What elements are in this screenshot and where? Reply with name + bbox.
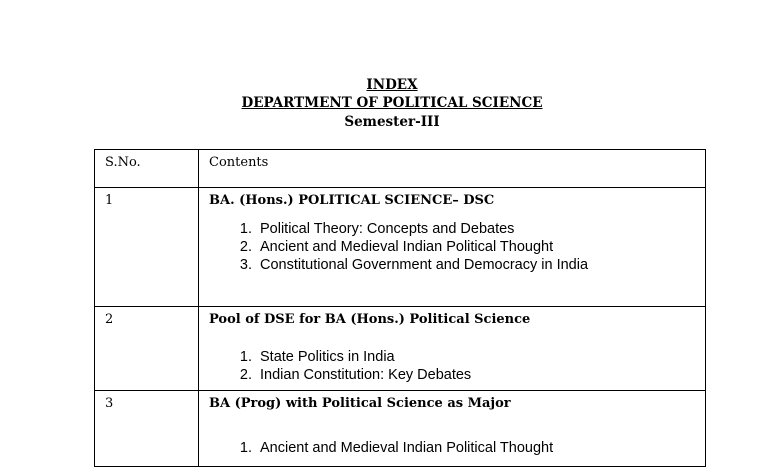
column-header-sno: S.No.: [95, 150, 199, 188]
list-item: 1. State Politics in India: [256, 348, 705, 366]
index-heading: INDEX: [366, 77, 418, 93]
list-item: 2. Ancient and Medieval Indian Political Thought: [256, 238, 705, 256]
row-sno: 3: [95, 391, 199, 467]
row-title: BA (Prog) with Political Science as Major: [209, 396, 511, 411]
list-item: 2. Indian Constitution: Key Debates: [256, 366, 705, 384]
column-header-contents: Contents: [199, 150, 706, 188]
list-item: 3. Constitutional Government and Democracy in India: [256, 256, 705, 274]
row-contents: [199, 307, 706, 391]
row-sno: 2: [95, 307, 199, 391]
table-row: [95, 307, 706, 391]
course-list: [209, 439, 705, 457]
list-item: 1. Ancient and Medieval Indian Political Thought: [256, 439, 705, 457]
row-contents: [199, 391, 706, 467]
table-row: [95, 391, 706, 467]
department-heading: DEPARTMENT OF POLITICAL SCIENCE: [241, 95, 543, 111]
semester-heading: Semester-III: [344, 114, 440, 130]
index-table: [94, 149, 706, 467]
table-header-row: [95, 150, 706, 188]
row-title: BA. (Hons.) POLITICAL SCIENCE– DSC: [209, 193, 495, 208]
row-title: Pool of DSE for BA (Hons.) Political Science: [209, 312, 531, 327]
row-contents: [199, 188, 706, 307]
course-list: [209, 220, 705, 274]
table-row: [95, 188, 706, 307]
list-item: 1. Political Theory: Concepts and Debates: [256, 220, 705, 238]
course-list: [209, 348, 705, 384]
row-sno: 1: [95, 188, 199, 307]
